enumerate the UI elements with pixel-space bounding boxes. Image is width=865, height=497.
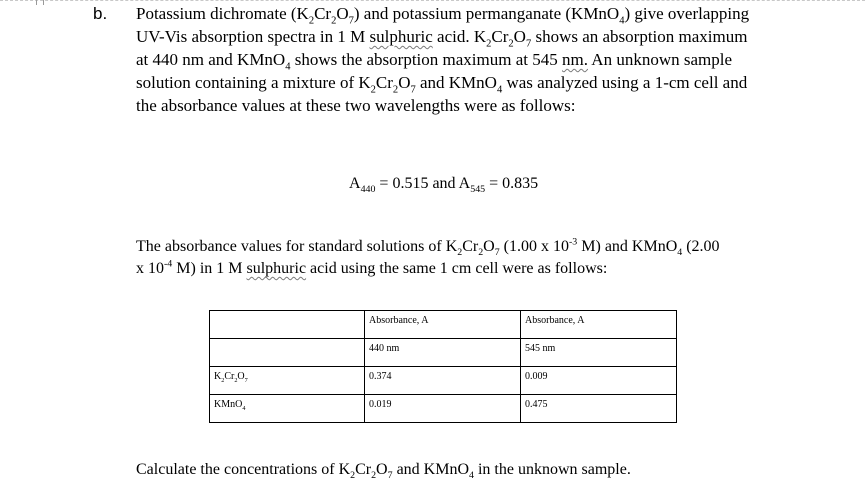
table-cell [210,311,365,339]
spellcheck-word: sulphuric [246,260,307,277]
intro-line-3: at 440 nm and KMnO$_4$ shows the absorption maximum at 545 nm. An unknown sample [136,50,733,73]
table-row [210,367,677,395]
intro-line-5: the absorbance values at these two wavelengths were as follows: [136,96,576,115]
measured-absorbance: $A_{440} = 0.515$ and $A_{545} = 0.835$ [349,175,539,196]
page-corner-mark [36,0,44,5]
standards-paragraph [136,236,781,280]
table-cell: 0.019 [365,395,521,423]
intro-line-4: solution containing a mixture of $K_2Cr_2O_7$ and KMnO$_4$ was analyzed using a 1-cm cell and [136,73,748,96]
spellcheck-word: nm. [562,50,588,69]
question-text: Calculate the concentrations of $K_2Cr_2O_7$ and KMnO$_4$ in the unknown sample. [136,461,631,482]
table-cell [210,339,365,367]
table-cell: Absorbance, A [365,311,521,339]
table-cell: 440 nm [365,339,521,367]
table-cell-compound: KMnO$_4$ [210,395,365,423]
table-cell: Absorbance, A [521,311,677,339]
standards-line-2: x $10^{-4}$ M) in 1 M sulphuric acid using the same 1 cm cell were as follows: [136,258,608,277]
spellcheck-word: sulphuric [369,27,433,46]
table-cell: 0.009 [521,367,677,395]
intro-line-2: UV-Vis absorption spectra in 1 M sulphuric acid. $K_2Cr_2O_7$ shows an absorption maximum [136,27,748,50]
table-cell: 0.374 [365,367,521,395]
question-label: b. [93,4,108,23]
table-header-row [210,339,677,367]
table-cell: 0.475 [521,395,677,423]
table-cell-compound: $K_2Cr_2O_7$ [210,367,365,395]
standards-table [209,310,677,423]
table-header-row [210,311,677,339]
intro-paragraph [136,2,781,117]
intro-line-1: Potassium dichromate $(K_2Cr_2O_7)$ and potassium permanganate (KMnO$_4$) give overlapping [136,4,750,27]
table-cell: 545 nm [521,339,677,367]
standards-line-1: The absorbance values for standard solutions of $K_2Cr_2O_7$ (1.00 x $10^{-3}$ M) and KMnO$_4$ (2.00 [136,236,720,259]
table-row [210,395,677,423]
